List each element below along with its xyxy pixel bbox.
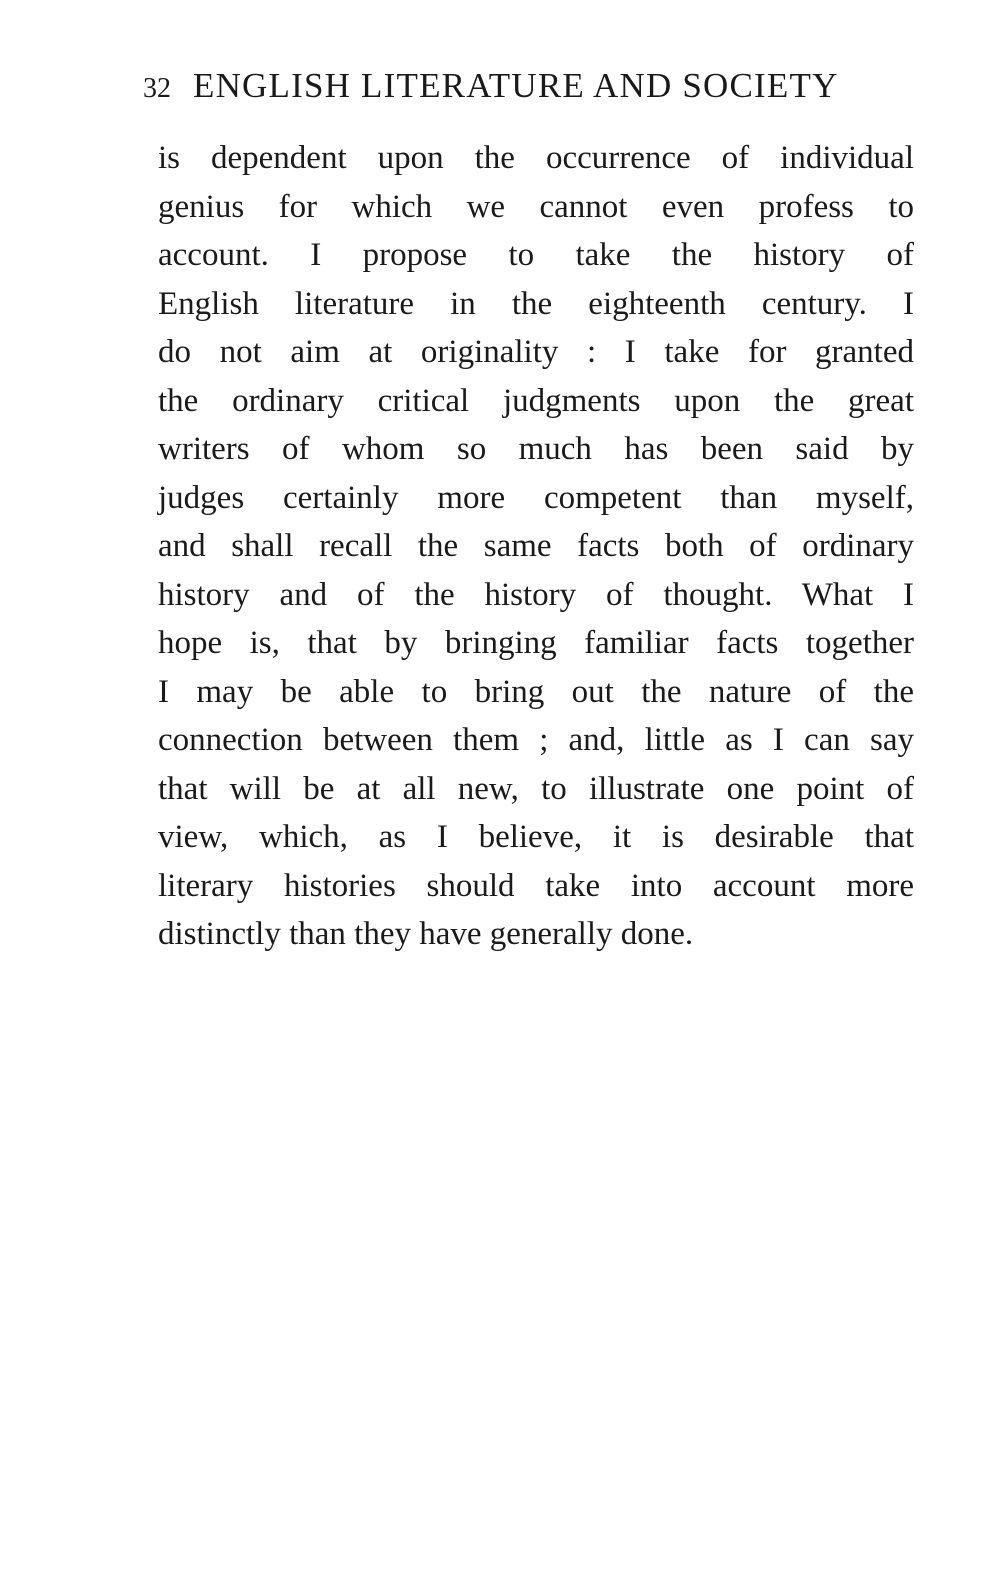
page-number: 32 [143, 73, 171, 104]
text-line: I may be able to bring out the nature of the [158, 673, 914, 710]
text-line: genius for which we cannot even profess to [158, 188, 914, 225]
text-line: and shall recall the same facts both of ordinary [158, 528, 914, 564]
text-line: literary histories should take into account more [158, 867, 914, 904]
text-line: English literature in the eighteenth century. I [158, 285, 914, 322]
text-line: connection between them ; and, little as I can say [158, 722, 914, 758]
text-line: view, which, as I believe, it is desirable that [158, 819, 914, 855]
text-line: the ordinary critical judgments upon the great [158, 382, 914, 419]
text-line: hope is, that by bringing familiar facts together [158, 625, 914, 661]
text-line: is dependent upon the occurrence of individual [158, 140, 914, 176]
text-line: account. I propose to take the history of [158, 237, 914, 273]
running-head [143, 66, 918, 110]
text-line: distinctly than they have generally done. [158, 916, 694, 952]
text-line: writers of whom so much has been said by [158, 431, 914, 467]
text-line: judges certainly more competent than myself, [158, 479, 914, 516]
text-line: do not aim at originality : I take for granted [158, 334, 914, 370]
text-line: history and of the history of thought. What I [158, 576, 914, 613]
text-line: that will be at all new, to illustrate one point of [158, 770, 914, 807]
running-title: ENGLISH LITERATURE AND SOCIETY [193, 66, 839, 105]
body-paragraph [158, 134, 914, 959]
